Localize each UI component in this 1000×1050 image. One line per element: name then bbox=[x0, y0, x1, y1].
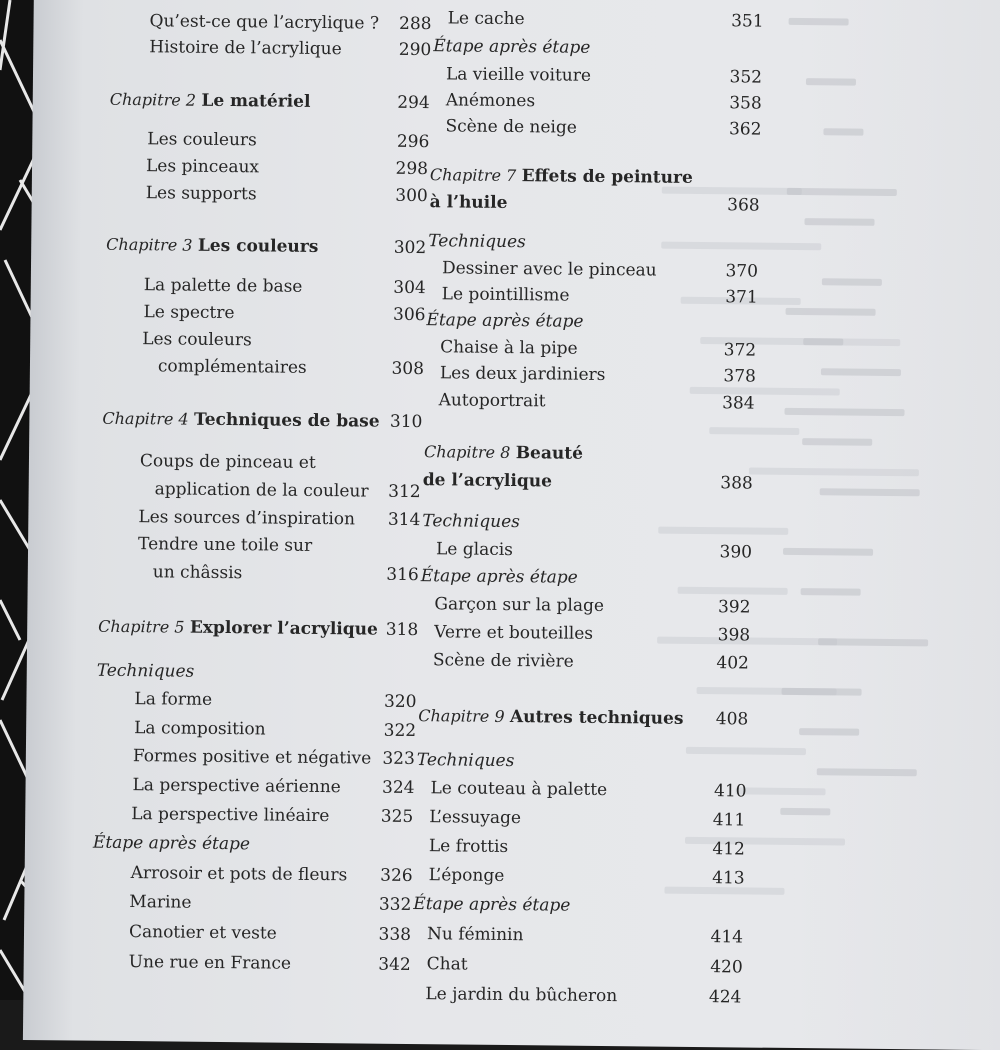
toc-entry-title: Le couteau à palette bbox=[430, 776, 607, 802]
page-number: 370 bbox=[698, 259, 758, 284]
page-number: 398 bbox=[690, 623, 750, 648]
page-number: 352 bbox=[702, 65, 762, 90]
toc-entry-title: Chaise à la pipe bbox=[440, 335, 578, 360]
toc-entry-title: Les couleurs bbox=[147, 127, 257, 152]
page-number: 306 bbox=[365, 302, 425, 327]
page-number: 324 bbox=[354, 775, 414, 800]
toc-entry-title: Dessiner avec le pinceau bbox=[442, 256, 657, 282]
toc-entry-title: Autoportrait bbox=[438, 388, 545, 413]
toc-entry-title: La perspective linéaire bbox=[131, 802, 329, 828]
page-number: 316 bbox=[359, 562, 419, 587]
section-heading: Étape après étape bbox=[93, 831, 250, 857]
page-number: 388 bbox=[693, 471, 753, 496]
toc-entry-title: Coups de pinceau et bbox=[140, 449, 316, 475]
toc-entry-title: Formes positive et négative bbox=[133, 744, 372, 770]
chapter-title: Le matériel bbox=[201, 91, 310, 112]
section-heading: Étape après étape bbox=[421, 564, 578, 590]
chapter-title-continued: de l’acrylique bbox=[423, 470, 552, 491]
page-number: 325 bbox=[353, 804, 413, 829]
section-heading: Techniques bbox=[428, 229, 526, 254]
section-heading: Étape après étape bbox=[433, 34, 590, 60]
page-number: 378 bbox=[696, 364, 756, 389]
toc-entry-title: Le pointillisme bbox=[442, 282, 570, 307]
page-number: 338 bbox=[351, 922, 411, 947]
page-number: 410 bbox=[686, 779, 746, 804]
toc-entry-title: La forme bbox=[134, 687, 212, 712]
page-number: 298 bbox=[368, 157, 428, 182]
section-heading: Étape après étape bbox=[426, 308, 583, 334]
section-heading: Techniques bbox=[422, 509, 520, 534]
page-number: 290 bbox=[371, 38, 431, 63]
page-number: 332 bbox=[351, 892, 411, 917]
page-number: 390 bbox=[692, 540, 752, 565]
section-heading: Techniques bbox=[97, 659, 195, 684]
toc-entry-title: un châssis bbox=[153, 560, 243, 585]
page-number: 323 bbox=[355, 746, 415, 771]
chapter-title: Beauté bbox=[516, 443, 583, 464]
toc-entry-title: Scène de neige bbox=[445, 114, 577, 139]
chapter-label: Chapitre 3 bbox=[106, 235, 192, 255]
page-number: 402 bbox=[689, 651, 749, 676]
toc-entry-title: Chat bbox=[427, 952, 468, 976]
toc-entry-title: Histoire de l’acrylique bbox=[149, 35, 342, 61]
page-number: 368 bbox=[700, 193, 760, 218]
toc-entry-title: Une rue en France bbox=[129, 950, 292, 976]
toc-entry-title: Les sources d’inspiration bbox=[138, 505, 355, 531]
toc-entry-title: Les deux jardiniers bbox=[440, 361, 606, 387]
toc-entry-title: Le frottis bbox=[429, 834, 508, 859]
page-number: 408 bbox=[688, 707, 748, 732]
chapter-label: Chapitre 9 bbox=[418, 706, 504, 726]
page-number: 296 bbox=[369, 130, 429, 155]
page-number: 318 bbox=[358, 617, 418, 642]
chapter-title: Les couleurs bbox=[198, 236, 319, 257]
page-number: 411 bbox=[685, 808, 745, 833]
book-page bbox=[23, 0, 1000, 1050]
page-number: 326 bbox=[353, 863, 413, 888]
page-number: 312 bbox=[361, 479, 421, 504]
page-number: 308 bbox=[364, 356, 424, 381]
toc-entry-title: Marine bbox=[129, 890, 191, 915]
section-heading: Étape après étape bbox=[413, 892, 570, 918]
page-number: 302 bbox=[366, 235, 426, 260]
chapter-title: Techniques de base bbox=[194, 410, 380, 432]
chapter-title-continued: à l’huile bbox=[430, 192, 508, 213]
toc-entry-title: La composition bbox=[134, 716, 266, 741]
chapter-title: Autres techniques bbox=[510, 707, 684, 729]
page-number: 320 bbox=[356, 689, 416, 714]
toc-entry-title: Verre et bouteilles bbox=[434, 620, 593, 646]
page-number: 300 bbox=[368, 184, 428, 209]
page-number: 322 bbox=[356, 718, 416, 743]
toc-entry-title: Le spectre bbox=[143, 300, 234, 325]
toc-entry-title: Les supports bbox=[146, 181, 257, 206]
toc-entry-title: Canotier et veste bbox=[129, 920, 277, 946]
toc-entry-title: Anémones bbox=[446, 88, 536, 113]
toc-entry-title: Nu féminin bbox=[427, 922, 524, 947]
page-number: 371 bbox=[698, 285, 758, 310]
toc-entry-title: L’éponge bbox=[429, 863, 505, 888]
page-number: 358 bbox=[702, 91, 762, 116]
toc-entry-title: Le cache bbox=[447, 6, 524, 31]
page-number: 420 bbox=[683, 955, 743, 980]
chapter-label: Chapitre 8 bbox=[424, 442, 510, 462]
toc-entry-title: Les couleurs bbox=[142, 327, 252, 352]
chapter-title: Explorer l’acrylique bbox=[190, 618, 378, 640]
page-number: 424 bbox=[681, 985, 741, 1010]
toc-right-column bbox=[434, 6, 754, 9]
toc-entry-title: Arrosoir et pots de fleurs bbox=[131, 861, 348, 887]
chapter-label: Chapitre 5 bbox=[98, 617, 184, 637]
toc-entry-title: Qu’est-ce que l’acrylique ? bbox=[149, 9, 379, 35]
chapter-label: Chapitre 4 bbox=[102, 409, 188, 429]
toc-entry-title: Les pinceaux bbox=[146, 154, 259, 179]
toc-entry-title: Garçon sur la plage bbox=[434, 592, 604, 618]
page-number: 294 bbox=[370, 91, 430, 116]
toc-entry-title: application de la couleur bbox=[155, 477, 369, 503]
toc-entry-title: Le jardin du bûcheron bbox=[425, 982, 617, 1008]
toc-entry-title: La perspective aérienne bbox=[132, 773, 340, 799]
page-number: 342 bbox=[351, 952, 411, 977]
page-number: 310 bbox=[362, 409, 422, 434]
bleed-through-right bbox=[778, 0, 1000, 1050]
page-number: 384 bbox=[694, 391, 754, 416]
page-number: 372 bbox=[696, 338, 756, 363]
toc-entry-title: La vieille voiture bbox=[446, 62, 591, 88]
page-number: 351 bbox=[703, 9, 763, 34]
chapter-title: Effets de peinture bbox=[522, 166, 693, 188]
toc-entry-title: L’essuyage bbox=[429, 805, 521, 830]
page-number: 414 bbox=[683, 925, 743, 950]
page-number: 362 bbox=[701, 117, 761, 142]
toc-entry-title: La palette de base bbox=[144, 273, 303, 299]
toc-entry-title: complémentaires bbox=[158, 354, 307, 380]
toc-entry-title: Tendre une toile sur bbox=[138, 532, 312, 558]
section-heading: Techniques bbox=[417, 748, 515, 773]
chapter-label: Chapitre 7 bbox=[430, 165, 516, 185]
page-number: 304 bbox=[366, 275, 426, 300]
page-number: 392 bbox=[690, 595, 750, 620]
page-number: 412 bbox=[685, 837, 745, 862]
page-number: 314 bbox=[360, 507, 420, 532]
chapter-label: Chapitre 2 bbox=[110, 90, 196, 110]
page-number: 288 bbox=[371, 12, 431, 37]
toc-entry-title: Le glacis bbox=[436, 537, 513, 562]
page-number: 413 bbox=[685, 866, 745, 891]
toc-left-column bbox=[112, 9, 432, 12]
toc-entry-title: Scène de rivière bbox=[433, 648, 574, 673]
